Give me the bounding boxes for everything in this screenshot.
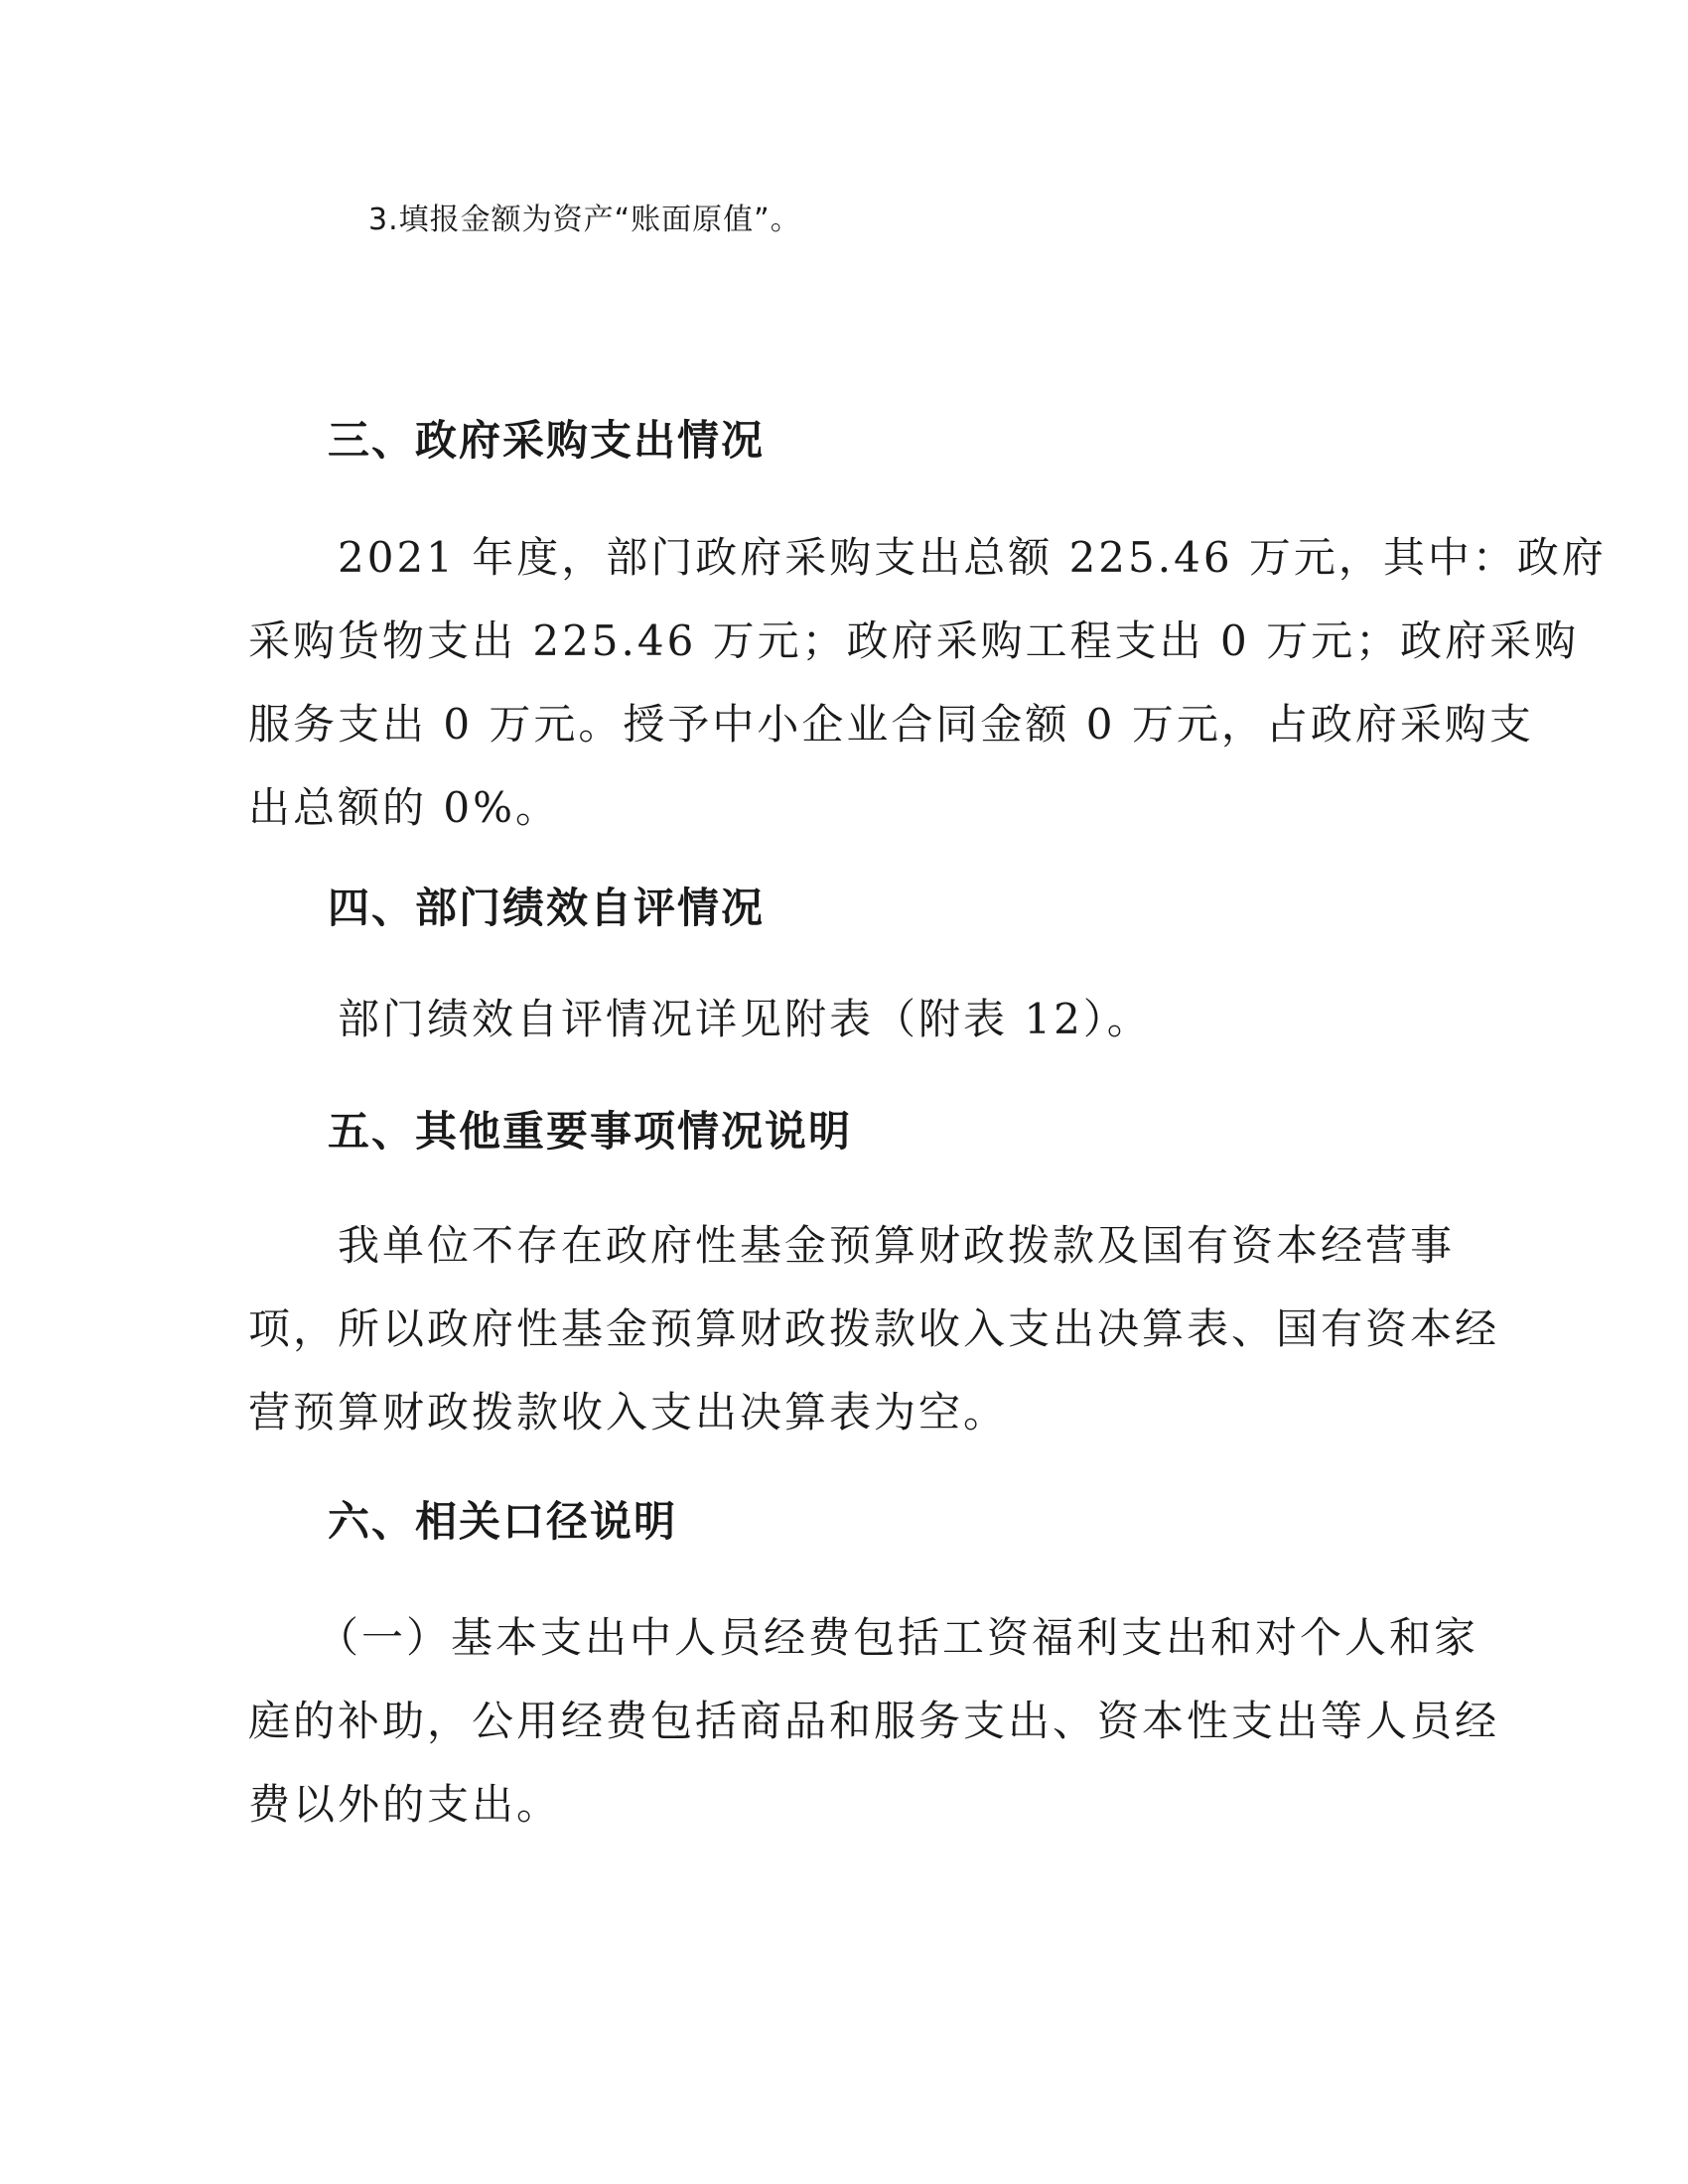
asset-value-note: 3.填报金额为资产“账面原值”。 xyxy=(368,203,801,237)
performance-paragraph xyxy=(248,978,1440,1061)
paragraph-line: 出总额的 0%。 xyxy=(248,783,560,832)
paragraph-line: 庭的补助，公用经费包括商品和服务支出、资本性支出等人员经 xyxy=(248,1697,1500,1745)
paragraph-line: 项，所以政府性基金预算财政拨款收入支出决算表、国有资本经 xyxy=(248,1304,1500,1353)
other-matters-paragraph xyxy=(248,1204,1500,1454)
section-heading-definitions: 六、相关口径说明 xyxy=(328,1497,678,1546)
definitions-paragraph xyxy=(248,1596,1500,1846)
paragraph-line: 费以外的支出。 xyxy=(248,1780,562,1829)
paragraph-line: 部门绩效自评情况详见附表（附表 12）。 xyxy=(248,995,1152,1043)
paragraph-line: 服务支出 0 万元。授予中小企业合同金额 0 万元，占政府采购支 xyxy=(248,700,1534,749)
paragraph-line: （一）基本支出中人员经费包括工资福利支出和对个人和家 xyxy=(248,1613,1479,1662)
procurement-paragraph xyxy=(248,516,1607,850)
section-heading-performance: 四、部门绩效自评情况 xyxy=(328,884,766,932)
paragraph-line: 营预算财政拨款收入支出决算表为空。 xyxy=(248,1388,1009,1436)
section-heading-other-matters: 五、其他重要事项情况说明 xyxy=(328,1107,853,1156)
section-heading-procurement: 三、政府采购支出情况 xyxy=(328,416,766,465)
paragraph-line: 2021 年度，部门政府采购支出总额 225.46 万元，其中：政府 xyxy=(248,533,1607,582)
paragraph-line: 采购货物支出 225.46 万元；政府采购工程支出 0 万元；政府采购 xyxy=(248,616,1580,665)
paragraph-line: 我单位不存在政府性基金预算财政拨款及国有资本经营事 xyxy=(248,1221,1456,1270)
